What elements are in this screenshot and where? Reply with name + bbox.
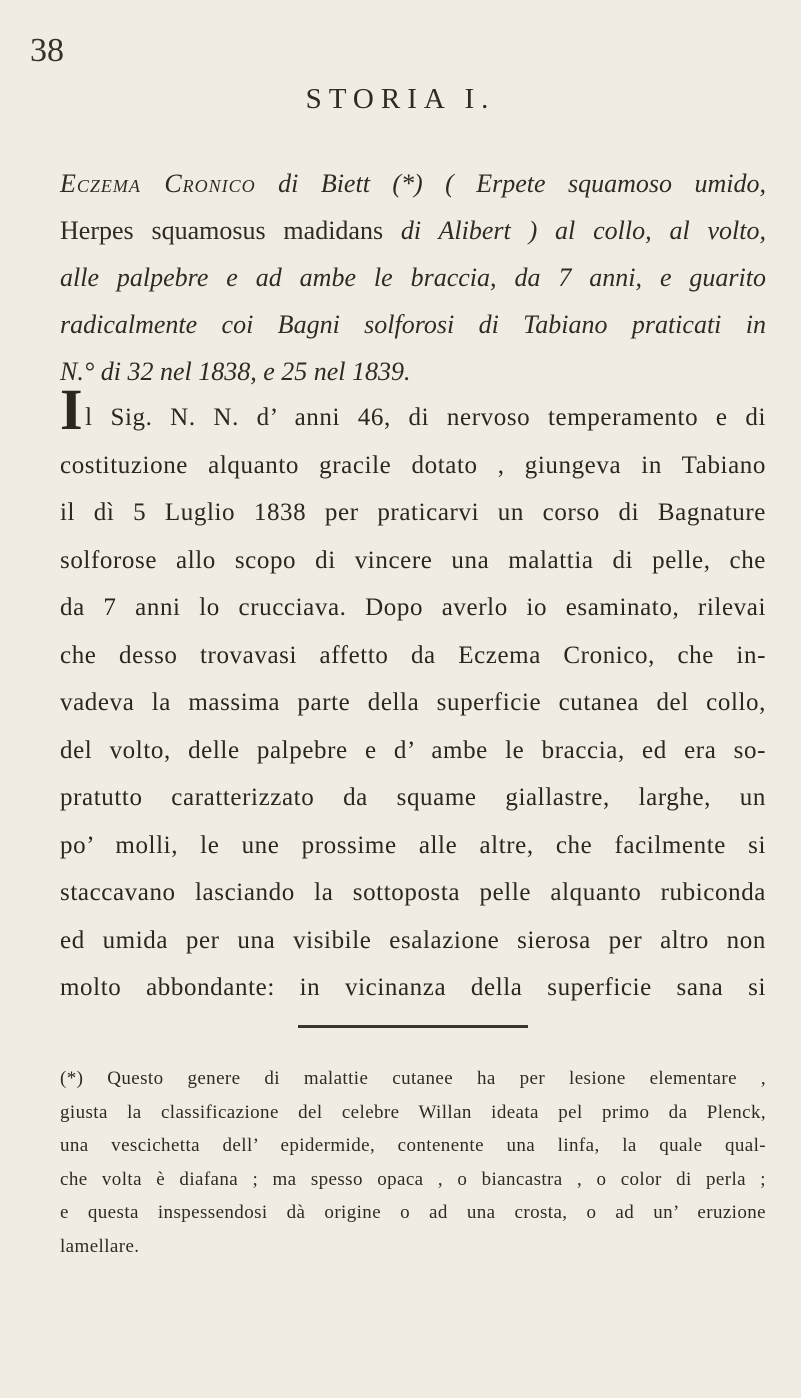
heading-segment: di Alibert ) al collo, al volto, [400,216,766,245]
body-line: molto abbondante: in vicinanza della superficie sana si [60,974,766,1001]
heading-segment: N.° di 32 nel 1838, e 25 nel 1839. [60,357,411,386]
drop-cap: I [60,377,84,442]
body-first-line-text: l Sig. N. N. d’ anni 46, di nervoso temperamento e di [85,404,766,431]
heading-segment: di Biett (*) ( Erpete squamoso umido, [255,169,766,198]
body-line: da 7 anni lo crucciava. Dopo averlo io esaminato, rilevai [60,594,766,621]
body-line: vadeva la massima parte della superficie cutanea del collo, [60,689,766,716]
body-line: ed umida per una visibile esalazione sierosa per altro non [60,926,766,954]
heading-line [60,348,766,395]
body-line: po’ molli, le une prossime alle altre, che facilmente si [60,831,766,859]
chapter-title: STORIA I. [305,83,496,115]
body-line: del volto, delle palpebre e d’ ambe le braccia, ed era so- [60,736,766,764]
page-number: 38 [30,32,64,69]
body-line: il dì 5 Luglio 1838 per praticarvi un corso di Bagnature [60,499,766,526]
heading-line [60,160,766,207]
body-line: solforose allo scopo di vincere una malattia di pelle, che [60,546,766,574]
footnote-line: lamellare. [60,1235,140,1257]
body-text [60,377,766,1012]
heading-segment: Eczema Cronico [60,169,256,198]
case-heading [60,160,766,395]
body-line: che desso trovavasi affetto da Eczema Cronico, che in- [60,641,766,669]
body-first-line [60,377,766,442]
footnote-line: una vescichetta dell’ epidermide, contenente una linfa, la quale qual- [60,1135,766,1156]
heading-line [60,207,766,254]
footnote-line: (*) Questo genere di malattie cutanee ha per lesione elementare , [60,1068,766,1089]
body-line: pratutto caratterizzato da squame giallastre, larghe, un [60,784,766,811]
footnote [60,1062,766,1263]
heading-line [60,301,766,348]
heading-segment: alle palpebre e ad ambe le braccia, da 7 anni, e guarito [60,263,766,292]
footnote-line: giusta la classificazione del celebre Willan ideata pel primo da Plenck, [60,1101,766,1123]
footnote-line: e questa inspessendosi dà origine o ad una crosta, o ad un’ eruzione [60,1202,766,1223]
body-line: staccavano lasciando la sottoposta pelle alquanto rubiconda [60,879,766,906]
heading-line [60,254,766,301]
footnote-line: che volta è diafana ; ma spesso opaca , o biancastra , o color di perla ; [60,1168,766,1190]
body-line: costituzione alquanto gracile dotato , giungeva in Tabiano [60,451,766,479]
heading-segment: radicalmente coi Bagni solforosi di Tabiano praticati in [60,310,766,339]
footnote-rule [298,1025,528,1028]
heading-segment: Herpes squamosus madidans [60,216,401,245]
